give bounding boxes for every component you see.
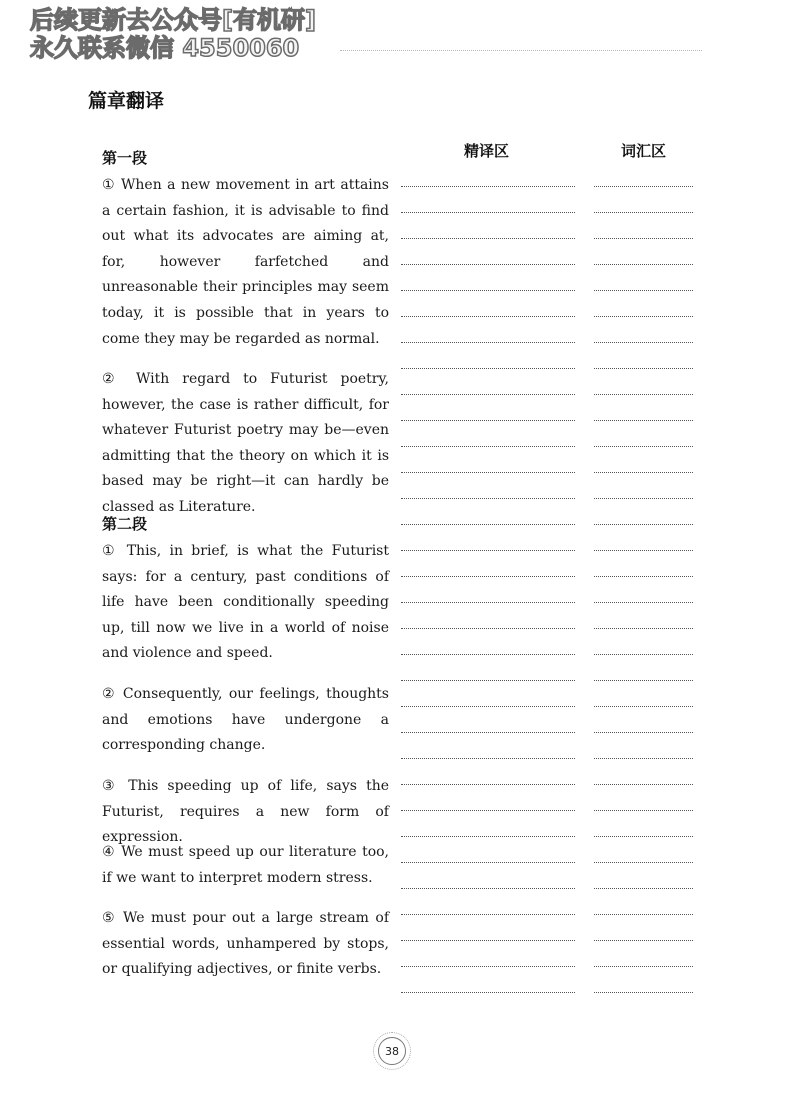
translation-writing-line bbox=[401, 238, 575, 239]
vocabulary-writing-line bbox=[594, 342, 693, 343]
translation-writing-line bbox=[401, 888, 575, 889]
vocabulary-writing-line bbox=[594, 238, 693, 239]
section-title: 篇章翻译 bbox=[88, 90, 165, 112]
watermark-line-1: 后续更新去公众号[有机研] bbox=[30, 6, 316, 34]
vocabulary-writing-line bbox=[594, 758, 693, 759]
vocabulary-writing-line bbox=[594, 654, 693, 655]
translation-writing-line bbox=[401, 940, 575, 941]
translation-writing-line bbox=[401, 394, 575, 395]
paragraph-2-sentence-1: ① This, in brief, is what the Futurist says: for a century, past conditions of life have been conditionally speeding up, till now we live in a world of noise and violence and speed. bbox=[102, 543, 389, 662]
translation-writing-line bbox=[401, 290, 575, 291]
vocabulary-writing-line bbox=[594, 836, 693, 837]
translation-column-header: 精译区 bbox=[464, 142, 510, 160]
vocabulary-column-header: 词汇区 bbox=[621, 142, 667, 160]
translation-writing-line bbox=[401, 680, 575, 681]
vocabulary-writing-line bbox=[594, 732, 693, 733]
vocabulary-writing-line bbox=[594, 784, 693, 785]
paragraph-1-sentence-1: ① When a new movement in art attains a certain fashion, it is advisable to find out what its advocates are aiming at, for, however farfetched and unreasonable their principles may seem today, it is possible that in years to come they may be regarded as normal. bbox=[102, 177, 389, 347]
translation-writing-line bbox=[401, 316, 575, 317]
translation-writing-line bbox=[401, 628, 575, 629]
translation-writing-line bbox=[401, 758, 575, 759]
vocabulary-writing-line bbox=[594, 186, 693, 187]
watermark-line-2: 永久联系微信 4550060 bbox=[30, 34, 300, 62]
vocabulary-writing-line bbox=[594, 888, 693, 889]
vocabulary-writing-line bbox=[594, 290, 693, 291]
vocabulary-writing-line bbox=[594, 420, 693, 421]
vocabulary-writing-line bbox=[594, 394, 693, 395]
vocabulary-writing-line bbox=[594, 472, 693, 473]
translation-writing-line bbox=[401, 420, 575, 421]
vocabulary-writing-line bbox=[594, 966, 693, 967]
translation-writing-line bbox=[401, 966, 575, 967]
paragraph-2-sentence-5: ⑤ We must pour out a large stream of essential words, unhampered by stops, or qualifying adjectives, or finite verbs. bbox=[102, 910, 389, 978]
vocabulary-writing-line bbox=[594, 940, 693, 941]
translation-writing-line bbox=[401, 368, 575, 369]
vocabulary-writing-line bbox=[594, 680, 693, 681]
header-rule bbox=[340, 50, 702, 51]
paragraph-2-sentence-2: ② Consequently, our feelings, thoughts and emotions have undergone a corresponding change. bbox=[102, 686, 389, 754]
translation-writing-line bbox=[401, 342, 575, 343]
translation-writing-line bbox=[401, 784, 575, 785]
translation-writing-line bbox=[401, 212, 575, 213]
paragraph-2-sentence-3: ③ This speeding up of life, says the Futurist, requires a new form of expression. bbox=[102, 778, 389, 846]
vocabulary-writing-line bbox=[594, 316, 693, 317]
vocabulary-writing-line bbox=[594, 212, 693, 213]
translation-writing-line bbox=[401, 524, 575, 525]
translation-writing-line bbox=[401, 498, 575, 499]
vocabulary-writing-line bbox=[594, 602, 693, 603]
translation-writing-line bbox=[401, 602, 575, 603]
vocabulary-writing-line bbox=[594, 498, 693, 499]
paragraph-1-sentence-2: ② With regard to Futurist poetry, however, the case is rather difficult, for whatever Futurist poetry may be—even admitting that the theory on which it is based may be right—it can hardly be classed as Literature. bbox=[102, 371, 389, 515]
vocabulary-writing-line bbox=[594, 914, 693, 915]
translation-writing-line bbox=[401, 186, 575, 187]
vocabulary-writing-line bbox=[594, 628, 693, 629]
translation-writing-line bbox=[401, 550, 575, 551]
vocabulary-writing-line bbox=[594, 862, 693, 863]
translation-writing-line bbox=[401, 264, 575, 265]
translation-writing-line bbox=[401, 446, 575, 447]
vocabulary-writing-line bbox=[594, 550, 693, 551]
paragraph-2-sentence-4: ④ We must speed up our literature too, if we want to interpret modern stress. bbox=[102, 844, 389, 886]
page-number: 38 bbox=[378, 1037, 406, 1065]
translation-writing-line bbox=[401, 654, 575, 655]
translation-writing-line bbox=[401, 862, 575, 863]
translation-writing-line bbox=[401, 914, 575, 915]
translation-writing-line bbox=[401, 732, 575, 733]
vocabulary-writing-line bbox=[594, 576, 693, 577]
translation-writing-line bbox=[401, 576, 575, 577]
vocabulary-writing-line bbox=[594, 992, 693, 993]
vocabulary-writing-line bbox=[594, 264, 693, 265]
translation-writing-line bbox=[401, 836, 575, 837]
translation-writing-line bbox=[401, 472, 575, 473]
translation-writing-line bbox=[401, 706, 575, 707]
vocabulary-writing-line bbox=[594, 810, 693, 811]
vocabulary-writing-line bbox=[594, 446, 693, 447]
translation-writing-line bbox=[401, 992, 575, 993]
vocabulary-writing-line bbox=[594, 524, 693, 525]
watermark bbox=[30, 6, 316, 62]
paragraph-1-heading: 第一段 bbox=[102, 149, 148, 167]
vocabulary-writing-line bbox=[594, 706, 693, 707]
vocabulary-writing-line bbox=[594, 368, 693, 369]
translation-writing-line bbox=[401, 810, 575, 811]
paragraph-2-heading: 第二段 bbox=[102, 515, 148, 533]
